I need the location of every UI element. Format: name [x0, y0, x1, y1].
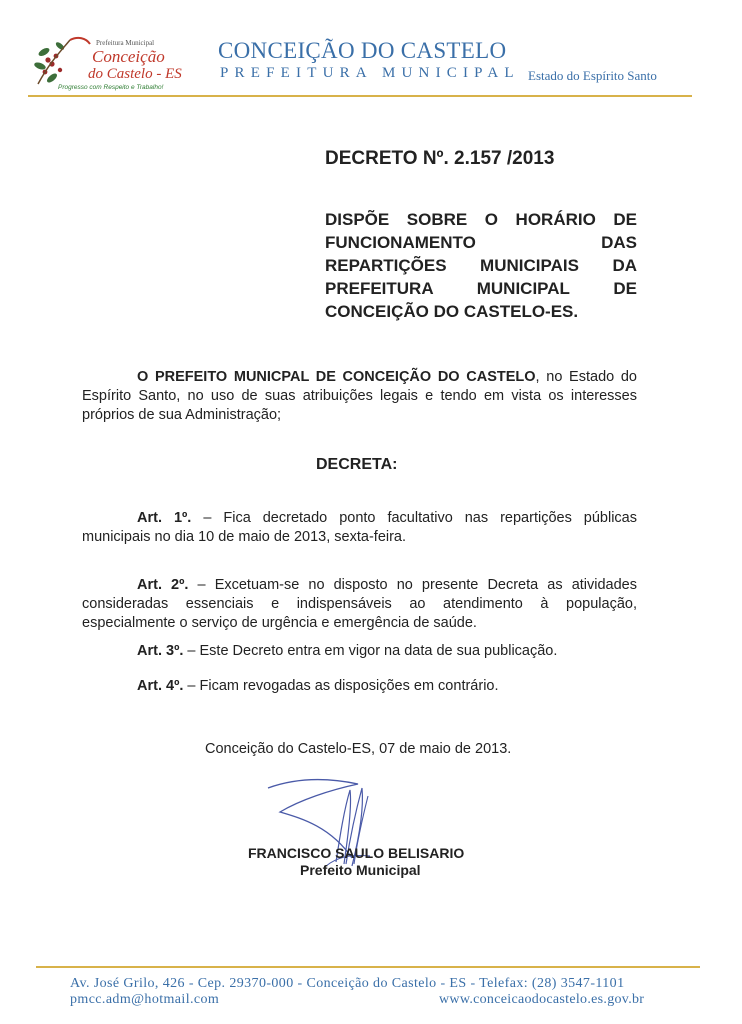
article-3-text: – Este Decreto entra em vigor na data de sua publicação. [183, 643, 558, 659]
logo-line3: do Castelo - ES [88, 66, 182, 82]
signer-name: FRANCISCO SAULO BELISARIO [248, 845, 465, 861]
preamble-paragraph [82, 368, 637, 425]
footer-divider [36, 966, 700, 968]
logo-line2: Conceição [92, 47, 165, 66]
article-2-text: – Excetuam-se no disposto no presente Decreta as atividades consideradas essenciais e indispensáveis ao atendimento à população, especialmente o serviço de urgência e emergência de saúde. [82, 577, 637, 631]
article-1-text: – Fica decretado ponto facultativo nas repartições públicas municipais no dia 10 de maio de 2013, sexta-feira. [82, 510, 637, 545]
state-name: Estado do Espírito Santo [528, 68, 657, 83]
decreta-heading: DECRETA: [316, 456, 398, 473]
article-3-label: Art. 3º. [137, 643, 184, 659]
preamble-rest: , no Estado do Espírito Santo, no uso de suas atribuições legais e tendo em vista os interesses próprios de sua Administração; [82, 369, 637, 423]
org-name: CONCEIÇÃO DO CASTELO [218, 38, 507, 63]
article-2 [82, 576, 637, 633]
decree-title: DECRETO Nº. 2.157 /2013 [325, 148, 555, 169]
header-divider [28, 95, 692, 97]
logo-line1: Prefeitura Municipal [96, 39, 155, 47]
logo-tagline: Progresso com Respeito e Trabalho! [58, 84, 164, 91]
footer-address: Av. José Grilo, 426 - Cep. 29370-000 - Conceição do Castelo - ES - Telefax: (28) 3547-1101 [70, 976, 625, 991]
decree-ementa: DISPÕE SOBRE O HORÁRIO DE FUNCIONAMENTO DAS REPARTIÇÕES MUNICIPAIS DA PREFEITURA MUNICIPAL DE CONCEIÇÃO DO CASTELO-ES. [325, 210, 637, 321]
article-4-text: – Ficam revogadas as disposições em contrário. [183, 678, 499, 694]
preamble-bold: O PREFEITO MUNICPAL DE CONCEIÇÃO DO CASTELO [137, 369, 536, 385]
article-4-label: Art. 4º. [137, 678, 184, 694]
signer-role: Prefeito Municipal [300, 862, 421, 878]
place-date: Conceição do Castelo-ES, 07 de maio de 2013. [205, 741, 512, 757]
article-1-label: Art. 1º. [137, 510, 192, 526]
footer-website: www.conceicaodocastelo.es.gov.br [439, 992, 645, 1007]
article-2-label: Art. 2º. [137, 577, 189, 593]
coffee-branch-icon [30, 32, 210, 96]
article-3 [82, 642, 637, 661]
city-logo [30, 32, 210, 96]
article-4 [82, 677, 637, 696]
footer-email: pmcc.adm@hotmail.com [70, 992, 220, 1007]
article-1 [82, 509, 637, 547]
org-subtitle: PREFEITURA MUNICIPAL [220, 65, 520, 81]
